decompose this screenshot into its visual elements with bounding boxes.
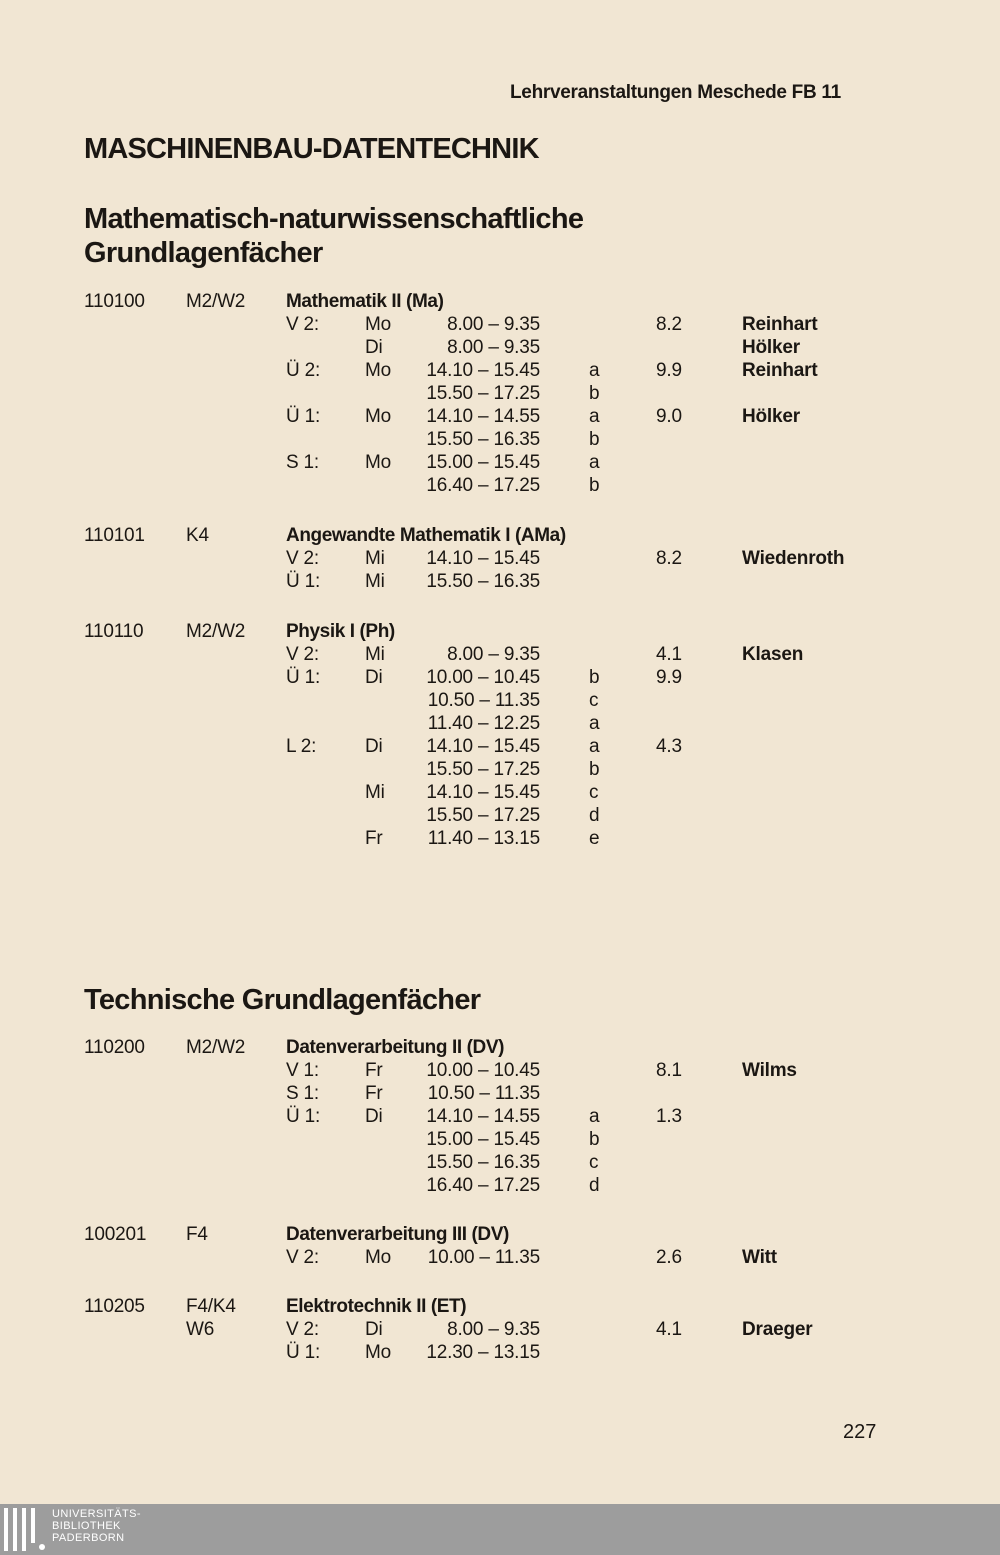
session-group: a	[589, 713, 600, 734]
course-semester: F4/K4	[186, 1296, 236, 1317]
session-group: b	[589, 429, 600, 450]
session-time: 8.00 – 9.35	[447, 337, 540, 358]
session-group: c	[589, 782, 599, 803]
course-semester: K4	[186, 525, 209, 546]
session-group: d	[589, 1175, 600, 1196]
session-lecturer: Reinhart	[742, 360, 818, 381]
session-day: Mo	[365, 452, 391, 473]
session-time: 16.40 – 17.25	[426, 1175, 540, 1196]
session-time: 8.00 – 9.35	[447, 314, 540, 335]
session-type: L 2:	[286, 736, 317, 757]
session-time: 15.50 – 16.35	[426, 1152, 540, 1173]
course-title: Angewandte Mathematik I (AMa)	[286, 525, 566, 546]
session-type: V 2:	[286, 314, 319, 335]
session-time: 15.50 – 17.25	[426, 805, 540, 826]
course-number: 110101	[84, 525, 145, 546]
session-day: Fr	[365, 1060, 383, 1081]
session-group: a	[589, 406, 600, 427]
library-logo-line: PADERBORN	[52, 1532, 125, 1544]
session-type: V 2:	[286, 1247, 319, 1268]
session-type: S 1:	[286, 452, 319, 473]
session-room: 8.2	[656, 314, 682, 335]
library-logo-line: UNIVERSITÄTS-	[52, 1508, 141, 1520]
session-time: 10.00 – 11.35	[427, 1247, 540, 1268]
session-lecturer: Hölker	[742, 406, 800, 427]
session-time: 15.50 – 16.35	[426, 571, 540, 592]
session-type: Ü 1:	[286, 667, 321, 688]
session-lecturer: Hölker	[742, 337, 800, 358]
session-time: 10.50 – 11.35	[427, 1083, 540, 1104]
course-semester: F4	[186, 1224, 208, 1245]
library-logo-line: BIBLIOTHEK	[52, 1520, 121, 1532]
course-number: 110205	[84, 1296, 145, 1317]
session-type: S 1:	[286, 1083, 319, 1104]
session-type: V 2:	[286, 548, 319, 569]
session-time: 11.40 – 13.15	[427, 828, 540, 849]
session-time: 14.10 – 14.55	[426, 406, 540, 427]
session-room: 9.9	[656, 360, 682, 381]
session-group: a	[589, 736, 600, 757]
course-number: 110110	[84, 621, 144, 642]
session-group: a	[589, 1106, 600, 1127]
course-title: Datenverarbeitung II (DV)	[286, 1037, 505, 1058]
session-room: 4.1	[656, 1319, 682, 1340]
session-group: a	[589, 360, 600, 381]
session-group: b	[589, 1129, 600, 1150]
session-lecturer: Draeger	[742, 1319, 813, 1340]
session-day: Mi	[365, 571, 385, 592]
session-day: Mo	[365, 406, 391, 427]
session-day: Mo	[365, 1247, 391, 1268]
session-group: a	[589, 452, 600, 473]
session-type: Ü 1:	[286, 1106, 321, 1127]
course-number: 100201	[84, 1224, 147, 1245]
session-room: 8.1	[656, 1060, 682, 1081]
session-room: 8.2	[656, 548, 682, 569]
session-group: b	[589, 383, 600, 404]
library-logo-text	[52, 1508, 141, 1544]
session-time: 16.40 – 17.25	[426, 475, 540, 496]
session-time: 15.50 – 17.25	[426, 759, 540, 780]
session-day: Fr	[365, 828, 383, 849]
session-day: Fr	[365, 1083, 383, 1104]
session-day: Di	[365, 667, 383, 688]
section-heading: Mathematisch-naturwissenschaftliche	[84, 203, 584, 235]
session-time: 10.00 – 10.45	[426, 1060, 540, 1081]
session-time: 15.00 – 15.45	[426, 452, 540, 473]
session-day: Di	[365, 736, 383, 757]
session-time: 8.00 – 9.35	[447, 1319, 540, 1340]
session-time: 14.10 – 15.45	[426, 360, 540, 381]
section-heading: Grundlagenfächer	[84, 237, 323, 269]
session-day: Mi	[365, 644, 385, 665]
session-time: 15.50 – 17.25	[426, 383, 540, 404]
session-group: e	[589, 828, 600, 849]
session-type: V 1:	[286, 1060, 319, 1081]
session-type: Ü 1:	[286, 571, 321, 592]
session-time: 15.00 – 15.45	[426, 1129, 540, 1150]
session-lecturer: Wiedenroth	[742, 548, 845, 569]
session-time: 14.10 – 15.45	[426, 736, 540, 757]
library-footer-bar	[0, 1504, 1000, 1555]
session-time: 14.10 – 15.45	[426, 548, 540, 569]
session-room: 2.6	[656, 1247, 682, 1268]
course-semester: M2/W2	[186, 621, 246, 642]
session-day: Mo	[365, 360, 391, 381]
session-group: b	[589, 475, 600, 496]
page-number: 227	[843, 1421, 877, 1443]
course-number: 110100	[84, 291, 145, 312]
session-room: 9.0	[656, 406, 682, 427]
session-day: Di	[365, 337, 383, 358]
session-type: V 2:	[286, 644, 319, 665]
course-semester: M2/W2	[186, 291, 246, 312]
session-day: Mo	[365, 1342, 391, 1363]
section-heading: Technische Grundlagenfächer	[84, 984, 481, 1016]
session-time: 15.50 – 16.35	[426, 429, 540, 450]
course-title: Physik I (Ph)	[286, 621, 395, 642]
session-time: 14.10 – 15.45	[426, 782, 540, 803]
session-type: V 2:	[286, 1319, 319, 1340]
session-type: Ü 1:	[286, 406, 321, 427]
session-room: 1.3	[656, 1106, 682, 1127]
session-day: Mi	[365, 548, 385, 569]
session-day: Mi	[365, 782, 385, 803]
session-room: 4.1	[656, 644, 682, 665]
page-title: MASCHINENBAU-DATENTECHNIK	[84, 133, 539, 165]
session-day: Di	[365, 1106, 383, 1127]
session-time: 10.50 – 11.35	[427, 690, 540, 711]
course-title: Datenverarbeitung III (DV)	[286, 1224, 509, 1245]
session-group: d	[589, 805, 600, 826]
course-title: Mathematik II (Ma)	[286, 291, 444, 312]
session-group: b	[589, 759, 600, 780]
session-type: Ü 2:	[286, 360, 321, 381]
session-lecturer: Reinhart	[742, 314, 818, 335]
session-room: 9.9	[656, 667, 682, 688]
session-time: 10.00 – 10.45	[426, 667, 540, 688]
running-header: Lehrveranstaltungen Meschede FB 11	[510, 82, 841, 103]
session-time: 8.00 – 9.35	[447, 644, 540, 665]
session-time: 11.40 – 12.25	[427, 713, 540, 734]
session-type: Ü 1:	[286, 1342, 321, 1363]
session-lecturer: Wilms	[742, 1060, 797, 1081]
course-semester: M2/W2	[186, 1037, 246, 1058]
course-semester: W6	[186, 1319, 215, 1340]
session-room: 4.3	[656, 736, 682, 757]
session-time: 12.30 – 13.15	[426, 1342, 540, 1363]
session-time: 14.10 – 14.55	[426, 1106, 540, 1127]
course-number: 110200	[84, 1037, 145, 1058]
session-group: b	[589, 667, 600, 688]
library-logo-icon	[4, 1508, 48, 1551]
course-title: Elektrotechnik II (ET)	[286, 1296, 467, 1317]
session-lecturer: Klasen	[742, 644, 804, 665]
session-lecturer: Witt	[742, 1247, 777, 1268]
session-day: Mo	[365, 314, 391, 335]
session-day: Di	[365, 1319, 383, 1340]
session-group: c	[589, 690, 599, 711]
session-group: c	[589, 1152, 599, 1173]
